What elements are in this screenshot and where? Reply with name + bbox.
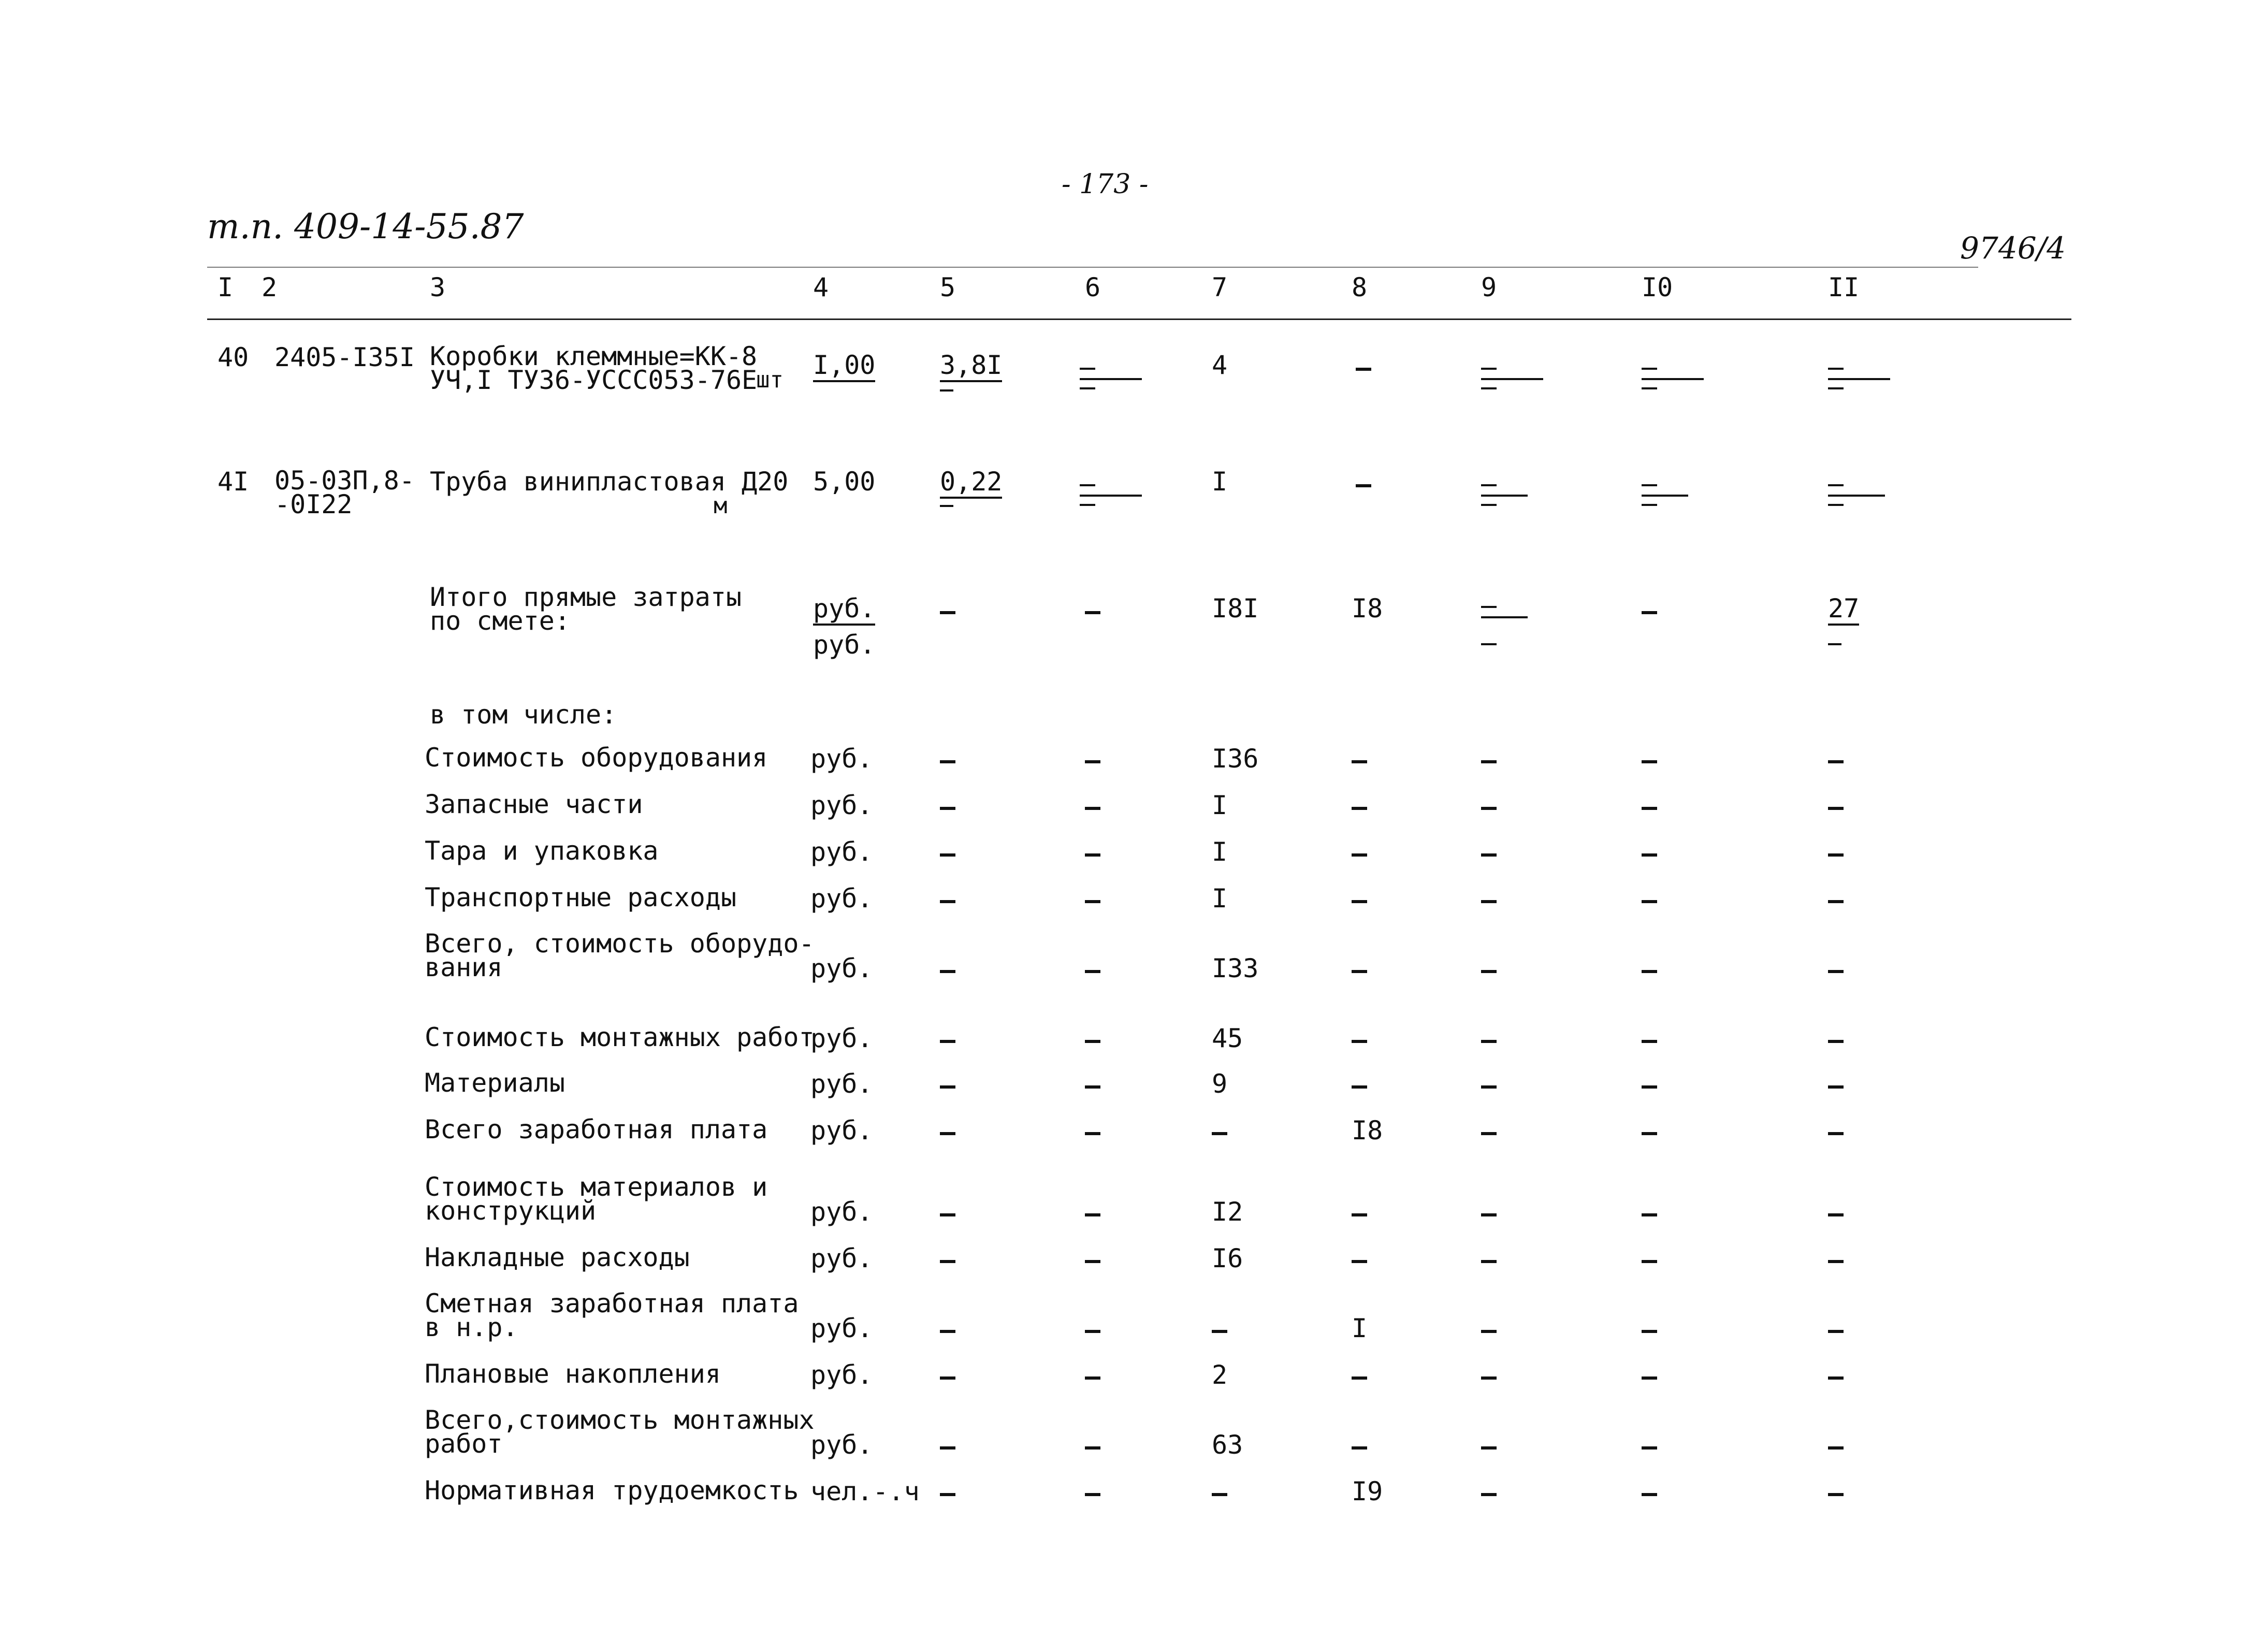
total-label-line: по смете:	[430, 606, 570, 636]
dash-mark	[1828, 1446, 1844, 1450]
summary-col-8: I8	[1352, 1115, 1383, 1146]
dash-mark	[1352, 900, 1367, 903]
split-dash-mark	[1080, 368, 1142, 394]
dash-mark	[1481, 853, 1497, 857]
dash-mark	[1085, 1040, 1100, 1043]
split-dash-mark	[1080, 484, 1142, 510]
summary-col-8: I9	[1352, 1476, 1383, 1506]
summary-label-line: Тара и упаковка	[425, 836, 659, 866]
summary-unit: руб.	[810, 790, 873, 820]
total-unit-lower: руб.	[813, 630, 876, 660]
summary-label-line: Накладные расходы	[425, 1242, 690, 1272]
dash-mark	[1085, 1493, 1100, 1496]
item-code: 2405-I35I	[274, 342, 415, 372]
summary-label-line: Всего,стоимость монтажных	[425, 1405, 815, 1435]
summary-col-7: I2	[1212, 1197, 1243, 1227]
dash-mark	[1828, 1040, 1844, 1043]
summary-col-7: I6	[1212, 1243, 1243, 1273]
item-quantity: I,00	[813, 352, 875, 382]
item-unit-price: 3,8I	[940, 352, 1002, 382]
dash-mark	[1828, 1376, 1844, 1380]
dash-mark	[1352, 1085, 1367, 1089]
summary-label	[425, 882, 737, 912]
dash-mark	[1642, 1132, 1657, 1135]
dash-mark	[940, 853, 955, 857]
dash-mark	[1481, 760, 1497, 763]
dash-mark	[1642, 1040, 1657, 1043]
dash-mark	[1481, 1213, 1497, 1216]
column-header-2: 2	[262, 272, 278, 302]
dash-mark	[940, 1132, 955, 1135]
summary-label	[425, 789, 643, 819]
dash-mark	[1642, 1493, 1657, 1496]
item-unit: шт	[756, 367, 784, 393]
summary-unit: руб.	[810, 1115, 873, 1146]
dash-mark	[1828, 1330, 1844, 1333]
dash-mark	[1212, 1493, 1227, 1496]
summary-unit: руб.	[810, 837, 873, 867]
item-unit-price: 0,22	[940, 469, 1002, 499]
item-total-cost: I	[1212, 467, 1228, 497]
summary-label-line: вания	[425, 952, 503, 982]
dash-mark	[1828, 1493, 1844, 1496]
dash-mark	[1212, 1132, 1227, 1135]
item-name-line: Коробки клеммные=КК-8	[430, 341, 758, 371]
dash-mark	[1085, 760, 1100, 763]
dash-mark	[940, 1493, 955, 1496]
summary-col-7: 45	[1212, 1023, 1243, 1053]
summary-label	[425, 1172, 768, 1226]
item-quantity: 5,00	[813, 467, 876, 497]
item-number: 40	[217, 342, 249, 372]
summary-label-line: Всего заработная плата	[425, 1114, 768, 1144]
summary-unit: руб.	[810, 1313, 873, 1343]
summary-label-line: работ	[425, 1429, 503, 1459]
dash-mark	[940, 1330, 955, 1333]
dash-mark	[1642, 611, 1657, 614]
column-header-11: II	[1828, 272, 1860, 302]
dash-mark	[1085, 1132, 1100, 1135]
summary-col-7: 9	[1212, 1069, 1228, 1099]
summary-label	[425, 1242, 690, 1272]
dash-mark	[1085, 1260, 1100, 1263]
summary-label-line: Плановые накопления	[425, 1359, 721, 1389]
dash-mark	[940, 1085, 955, 1089]
page-number: - 173 -	[1062, 169, 1149, 200]
split-dash-mark	[1828, 368, 1890, 394]
summary-label	[425, 1288, 799, 1342]
dash-mark	[1642, 1376, 1657, 1380]
column-header-1: I	[217, 272, 234, 302]
summary-unit: руб.	[810, 1069, 873, 1099]
summary-label	[425, 1359, 721, 1389]
total-col-11: 27	[1828, 596, 1859, 626]
summary-unit: руб.	[810, 1197, 873, 1227]
summary-label-line: Запасные части	[425, 789, 643, 819]
dash-mark	[1481, 1085, 1497, 1089]
column-header-7: 7	[1212, 272, 1228, 302]
summary-label-line: конструкций	[425, 1196, 597, 1226]
dash-mark	[1828, 643, 1841, 645]
summary-label-line: Нормативная трудоемкость	[425, 1475, 799, 1505]
item-total-cost: 4	[1212, 350, 1228, 380]
dash-mark	[1352, 853, 1367, 857]
total-label-line: Итого прямые затраты	[430, 582, 742, 612]
total-col-8: I8	[1352, 593, 1383, 624]
dash-mark	[1642, 760, 1657, 763]
including-label: в том числе:	[430, 700, 617, 730]
sheet-code: 9746/4	[1960, 230, 2066, 266]
dash-mark	[1212, 1330, 1227, 1333]
dash-mark	[1481, 970, 1497, 973]
summary-unit: руб.	[810, 1360, 873, 1390]
summary-unit: чел.-.ч	[810, 1476, 920, 1506]
dash-mark	[1481, 1132, 1497, 1135]
dash-mark	[1352, 970, 1367, 973]
total-col-7: I8I	[1212, 593, 1259, 624]
item-name	[430, 341, 758, 395]
summary-col-7: I	[1212, 790, 1228, 820]
dash-mark	[1085, 970, 1100, 973]
column-header-8: 8	[1352, 272, 1368, 302]
dash-mark	[940, 970, 955, 973]
dash-mark	[1642, 1213, 1657, 1216]
summary-label	[425, 929, 815, 982]
dash-mark	[940, 760, 955, 763]
split-dash-mark	[1642, 484, 1688, 510]
total-label	[430, 582, 742, 636]
dash-mark	[940, 1446, 955, 1450]
summary-label-line: Транспортные расходы	[425, 882, 737, 912]
column-header-4: 4	[813, 272, 829, 302]
dash-mark	[1642, 1260, 1657, 1263]
dash-mark	[1481, 1446, 1497, 1450]
summary-unit: руб.	[810, 744, 873, 774]
dash-mark	[1642, 1446, 1657, 1450]
summary-label-line: Стоимость оборудования	[425, 743, 768, 773]
dash-mark	[1085, 853, 1100, 857]
dash-mark	[1352, 760, 1367, 763]
dash-mark	[1828, 1213, 1844, 1216]
dash-mark	[1085, 1213, 1100, 1216]
dash-mark	[940, 1213, 955, 1216]
summary-label-line: Стоимость монтажных работ	[425, 1022, 815, 1052]
dash-mark	[1481, 1040, 1497, 1043]
column-header-3: 3	[430, 272, 446, 302]
summary-unit: руб.	[810, 1243, 873, 1273]
column-header-9: 9	[1481, 272, 1497, 302]
summary-col-7: I36	[1212, 744, 1259, 774]
dash-mark	[1828, 1085, 1844, 1089]
dash-mark	[1481, 807, 1497, 810]
item-unit: м	[714, 492, 728, 519]
column-header-5: 5	[940, 272, 956, 302]
summary-unit: руб.	[810, 953, 873, 983]
summary-label-line: в н.р.	[425, 1312, 518, 1342]
summary-label-line: Всего, стоимость оборудо-	[425, 929, 815, 959]
dash-mark	[1828, 900, 1844, 903]
summary-col-7: I33	[1212, 953, 1259, 983]
price-dash-mark	[940, 389, 953, 392]
dash-mark	[1642, 1085, 1657, 1089]
split-dash-mark	[1481, 606, 1528, 647]
dash-mark	[1352, 807, 1367, 810]
header-bottom-rule	[207, 318, 2071, 320]
summary-label	[425, 1022, 815, 1052]
dash-mark	[940, 1260, 955, 1263]
dash-mark	[1352, 1040, 1367, 1043]
dash-mark	[1085, 900, 1100, 903]
dash-mark	[1642, 807, 1657, 810]
dash-mark	[1828, 807, 1844, 810]
dash-mark	[1085, 1376, 1100, 1380]
split-dash-mark	[1642, 368, 1704, 394]
summary-label-line: Стоимость материалов и	[425, 1172, 768, 1202]
dash-mark	[940, 611, 955, 614]
summary-col-8: I	[1352, 1313, 1368, 1343]
price-dash-mark	[940, 505, 953, 507]
dash-mark	[1642, 900, 1657, 903]
dash-mark	[1828, 1260, 1844, 1263]
summary-col-7: 2	[1212, 1360, 1228, 1390]
dash-mark	[1085, 611, 1100, 614]
dash-mark	[1352, 1260, 1367, 1263]
dash-mark	[1085, 1446, 1100, 1450]
total-unit-upper: руб.	[813, 596, 875, 626]
column-header-10: I0	[1642, 272, 1673, 302]
item-code-line: 05-03П,8-	[274, 466, 415, 496]
header-top-rule	[207, 267, 1978, 268]
summary-col-7: 63	[1212, 1430, 1243, 1460]
dash-mark	[940, 807, 955, 810]
dash-mark	[1085, 1330, 1100, 1333]
dash-mark	[1642, 853, 1657, 857]
dash-mark	[1356, 484, 1371, 487]
split-dash-mark	[1828, 484, 1885, 510]
item-code-line: -0I22	[274, 489, 353, 519]
dash-mark	[940, 1040, 955, 1043]
column-header-6: 6	[1085, 272, 1101, 302]
split-dash-mark	[1481, 484, 1528, 510]
dash-mark	[1481, 1260, 1497, 1263]
dash-mark	[1828, 760, 1844, 763]
document-reference: т.п. 409-14-55.87	[207, 207, 524, 247]
item-code	[274, 466, 415, 519]
dash-mark	[1642, 1330, 1657, 1333]
summary-label-line: Сметная заработная плата	[425, 1288, 799, 1318]
dash-mark	[1352, 1213, 1367, 1216]
dash-mark	[1481, 1330, 1497, 1333]
item-name-line: УЧ,I ТУ36-УССС053-76E	[430, 365, 758, 395]
summary-unit: руб.	[810, 883, 873, 914]
dash-mark	[1085, 807, 1100, 810]
dash-mark	[1481, 900, 1497, 903]
summary-col-7: I	[1212, 837, 1228, 867]
dash-mark	[940, 1376, 955, 1380]
item-name: Труба винипластовая Д20	[430, 467, 789, 497]
dash-mark	[1352, 1376, 1367, 1380]
dash-mark	[940, 900, 955, 903]
dash-mark	[1828, 853, 1844, 857]
dash-mark	[1828, 970, 1844, 973]
dash-mark	[1356, 368, 1371, 371]
summary-label	[425, 1475, 799, 1505]
item-number: 4I	[217, 467, 249, 497]
dash-mark	[1828, 1132, 1844, 1135]
summary-label	[425, 743, 768, 773]
dash-mark	[1352, 1446, 1367, 1450]
summary-label	[425, 1114, 768, 1144]
dash-mark	[1642, 970, 1657, 973]
summary-label	[425, 1068, 565, 1098]
split-dash-mark	[1481, 368, 1543, 394]
summary-label	[425, 1405, 815, 1459]
summary-label	[425, 836, 659, 866]
summary-unit: руб.	[810, 1430, 873, 1460]
summary-label-line: Материалы	[425, 1068, 565, 1098]
dash-mark	[1085, 1085, 1100, 1089]
dash-mark	[1481, 1376, 1497, 1380]
summary-unit: руб.	[810, 1023, 873, 1053]
dash-mark	[1481, 1493, 1497, 1496]
summary-col-7: I	[1212, 883, 1228, 914]
